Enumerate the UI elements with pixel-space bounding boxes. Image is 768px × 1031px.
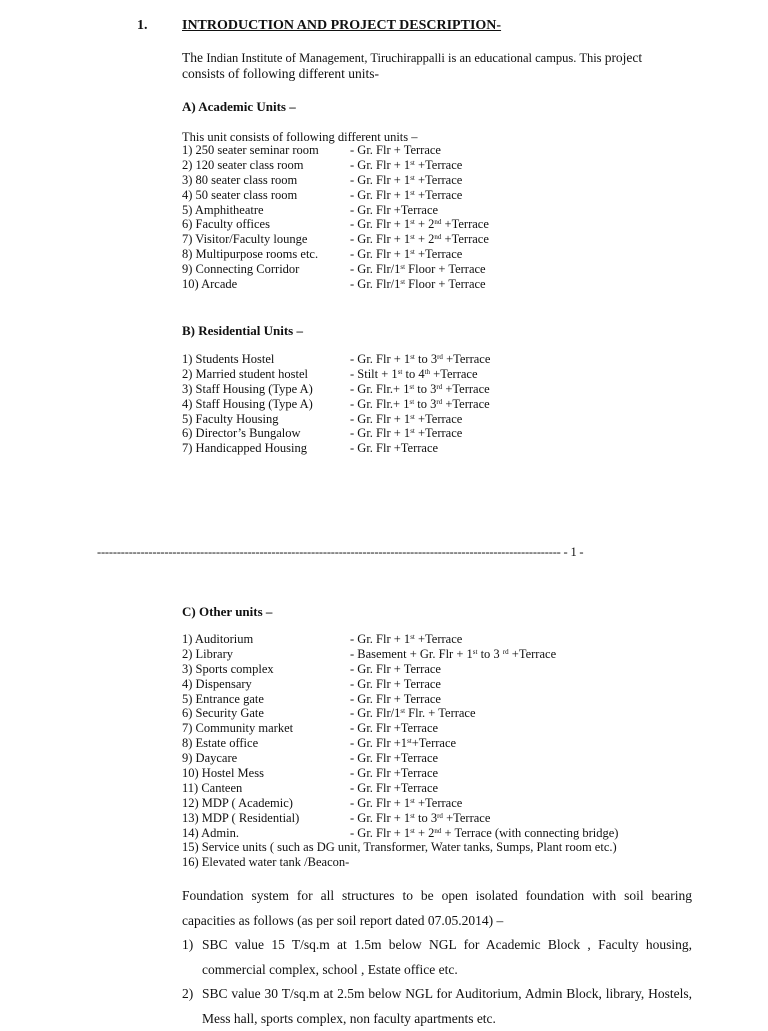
other-item-label: 4) Dispensary bbox=[182, 676, 252, 691]
other-item-label: 12) MDP ( Academic) bbox=[182, 795, 293, 810]
other-item-label: 11) Canteen bbox=[182, 780, 243, 795]
other-item-value: - Gr. Flr + Terrace bbox=[350, 676, 441, 691]
other-item-value: - Gr. Flr + 1st to 3rd +Terrace bbox=[350, 810, 491, 825]
residential-item-value: - Gr. Flr.+ 1st to 3rd +Terrace bbox=[350, 396, 490, 411]
foundation-point bbox=[182, 933, 692, 982]
academic-item-value: - Gr. Flr + 1st +Terrace bbox=[350, 187, 463, 202]
academic-item-value: - Gr. Flr + 1st + 2nd +Terrace bbox=[350, 232, 489, 247]
other-item-label: 14) Admin. bbox=[182, 825, 239, 840]
other-item-label: 7) Community market bbox=[182, 721, 294, 736]
residential-item-label: 6) Director’s Bungalow bbox=[182, 426, 301, 441]
other-item-value: - Basement + Gr. Flr + 1st to 3 $^{rd}$ +Terrace bbox=[350, 646, 557, 661]
foundation-point-number: 2) bbox=[182, 986, 194, 1001]
residential-item-label: 7) Handicapped Housing bbox=[182, 441, 307, 456]
intro-part2: Indian Institute of Management, Tiruchirappalli is an educational campus. This bbox=[206, 51, 605, 65]
other-item-value: - Gr. Flr + 1st + 2nd + Terrace (with connecting bridge) bbox=[350, 825, 619, 840]
academic-item-label: 4) 50 seater class room bbox=[182, 187, 298, 202]
other-item-label: 3) Sports complex bbox=[182, 661, 274, 676]
residential-item-value: - Gr. Flr + 1st +Terrace bbox=[350, 426, 463, 441]
residential-item-label: 3) Staff Housing (Type A) bbox=[182, 381, 313, 396]
intro-paragraph bbox=[182, 50, 682, 82]
other-item-value: - Gr. Flr +Terrace bbox=[350, 766, 439, 781]
other-item-label: 13) MDP ( Residential) bbox=[182, 810, 300, 825]
other-item-value: - Gr. Flr +1st+Terrace bbox=[350, 736, 457, 751]
academic-item-label: 9) Connecting Corridor bbox=[182, 262, 300, 277]
other-item-label: 2) Library bbox=[182, 646, 234, 661]
foundation-point-number: 1) bbox=[182, 937, 194, 952]
foundation-point-text: SBC value 30 T/sq.m at 2.5m below NGL for Auditorium, Admin Block, library, Hostels, Mess hall, sports complex, non faculty apartments etc. bbox=[202, 986, 692, 1026]
residential-item-value: - Stilt + 1st to 4th +Terrace bbox=[350, 366, 478, 381]
academic-item-label: 2) 120 seater class room bbox=[182, 157, 304, 172]
page-number: - 1 - bbox=[560, 545, 584, 559]
academic-units-lead: This unit consists of following different units – bbox=[182, 130, 418, 144]
intro-part1: The bbox=[182, 50, 207, 65]
academic-item-value: - Gr. Flr + 1st + 2nd +Terrace bbox=[350, 217, 489, 232]
academic-item-label: 3) 80 seater class room bbox=[182, 172, 298, 187]
other-item-label: 9) Daycare bbox=[182, 751, 238, 766]
foundation-paragraph: Foundation system for all structures to be open isolated foundation with soil bearing capacities as follows (as per soil report dated 07.05.2014) – bbox=[182, 888, 692, 928]
section-number: 1. bbox=[137, 18, 148, 33]
academic-item-label: 6) Faculty offices bbox=[182, 217, 270, 232]
foundation-point-text: SBC value 15 T/sq.m at 1.5m below NGL for Academic Block , Faculty housing, commercial complex, school , Estate office etc. bbox=[202, 937, 692, 977]
other-item-value: - Gr. Flr + Terrace bbox=[350, 691, 441, 706]
other-item-value: - Gr. Flr +Terrace bbox=[350, 721, 439, 736]
other-item-label: 5) Entrance gate bbox=[182, 691, 264, 706]
academic-item-value: - Gr. Flr + 1st +Terrace bbox=[350, 157, 463, 172]
academic-item-value: - Gr. Flr +Terrace bbox=[350, 202, 439, 217]
academic-units-heading: A) Academic Units – bbox=[182, 99, 296, 114]
other-item-value: - Gr. Flr +Terrace bbox=[350, 780, 439, 795]
residential-item-value: - Gr. Flr +Terrace bbox=[350, 441, 439, 456]
other-item-label: 10) Hostel Mess bbox=[182, 766, 264, 781]
residential-units-heading: B) Residential Units – bbox=[182, 323, 303, 338]
page-break-dashes: --------------------------------------------------------------------------------------------------------------------- bbox=[97, 545, 561, 559]
academic-item-value: - Gr. Flr + 1st +Terrace bbox=[350, 172, 463, 187]
other-item-value: - Gr. Flr + 1st +Terrace bbox=[350, 795, 463, 810]
academic-item-value: - Gr. Flr/1st Floor + Terrace bbox=[350, 277, 486, 292]
other-item-label: 1) Auditorium bbox=[182, 632, 254, 646]
residential-item-value: - Gr. Flr + 1st to 3rd +Terrace bbox=[350, 352, 491, 366]
academic-item-label: 10) Arcade bbox=[182, 277, 238, 292]
other-item-label: 16) Elevated water tank /Beacon- bbox=[182, 855, 350, 870]
other-item-label: 8) Estate office bbox=[182, 736, 259, 751]
other-item-value: - Gr. Flr +Terrace bbox=[350, 751, 439, 766]
academic-item-label: 8) Multipurpose rooms etc. bbox=[182, 247, 319, 262]
other-item-value: - Gr. Flr + Terrace bbox=[350, 661, 441, 676]
other-units-heading: C) Other units – bbox=[182, 604, 273, 619]
academic-item-label: 5) Amphitheatre bbox=[182, 202, 264, 217]
academic-item-label: 7) Visitor/Faculty lounge bbox=[182, 232, 308, 247]
residential-item-label: 5) Faculty Housing bbox=[182, 411, 279, 426]
academic-item-label: 1) 250 seater seminar room bbox=[182, 143, 319, 157]
residential-item-value: - Gr. Flr + 1st +Terrace bbox=[350, 411, 463, 426]
academic-item-value: - Gr. Flr/1st Floor + Terrace bbox=[350, 262, 486, 277]
residential-item-value: - Gr. Flr.+ 1st to 3rd +Terrace bbox=[350, 381, 490, 396]
academic-item-value: - Gr. Flr + 1st +Terrace bbox=[350, 247, 463, 262]
other-item-value: - Gr. Flr + 1st +Terrace bbox=[350, 632, 463, 646]
section-title: INTRODUCTION AND PROJECT DESCRIPTION- bbox=[182, 18, 502, 33]
intro-part3: project consists of following different units- bbox=[182, 50, 643, 81]
residential-item-label: 2) Married student hostel bbox=[182, 366, 309, 381]
other-item-value: - Gr. Flr/1st Flr. + Terrace bbox=[350, 706, 476, 721]
residential-item-label: 4) Staff Housing (Type A) bbox=[182, 396, 313, 411]
page-break bbox=[97, 545, 583, 560]
academic-item-value: - Gr. Flr + Terrace bbox=[350, 143, 441, 157]
other-item-label: 15) Service units ( such as DG unit, Transformer, Water tanks, Sumps, Plant room etc.) bbox=[182, 840, 617, 855]
residential-item-label: 1) Students Hostel bbox=[182, 352, 275, 366]
other-item-label: 6) Security Gate bbox=[182, 706, 264, 721]
